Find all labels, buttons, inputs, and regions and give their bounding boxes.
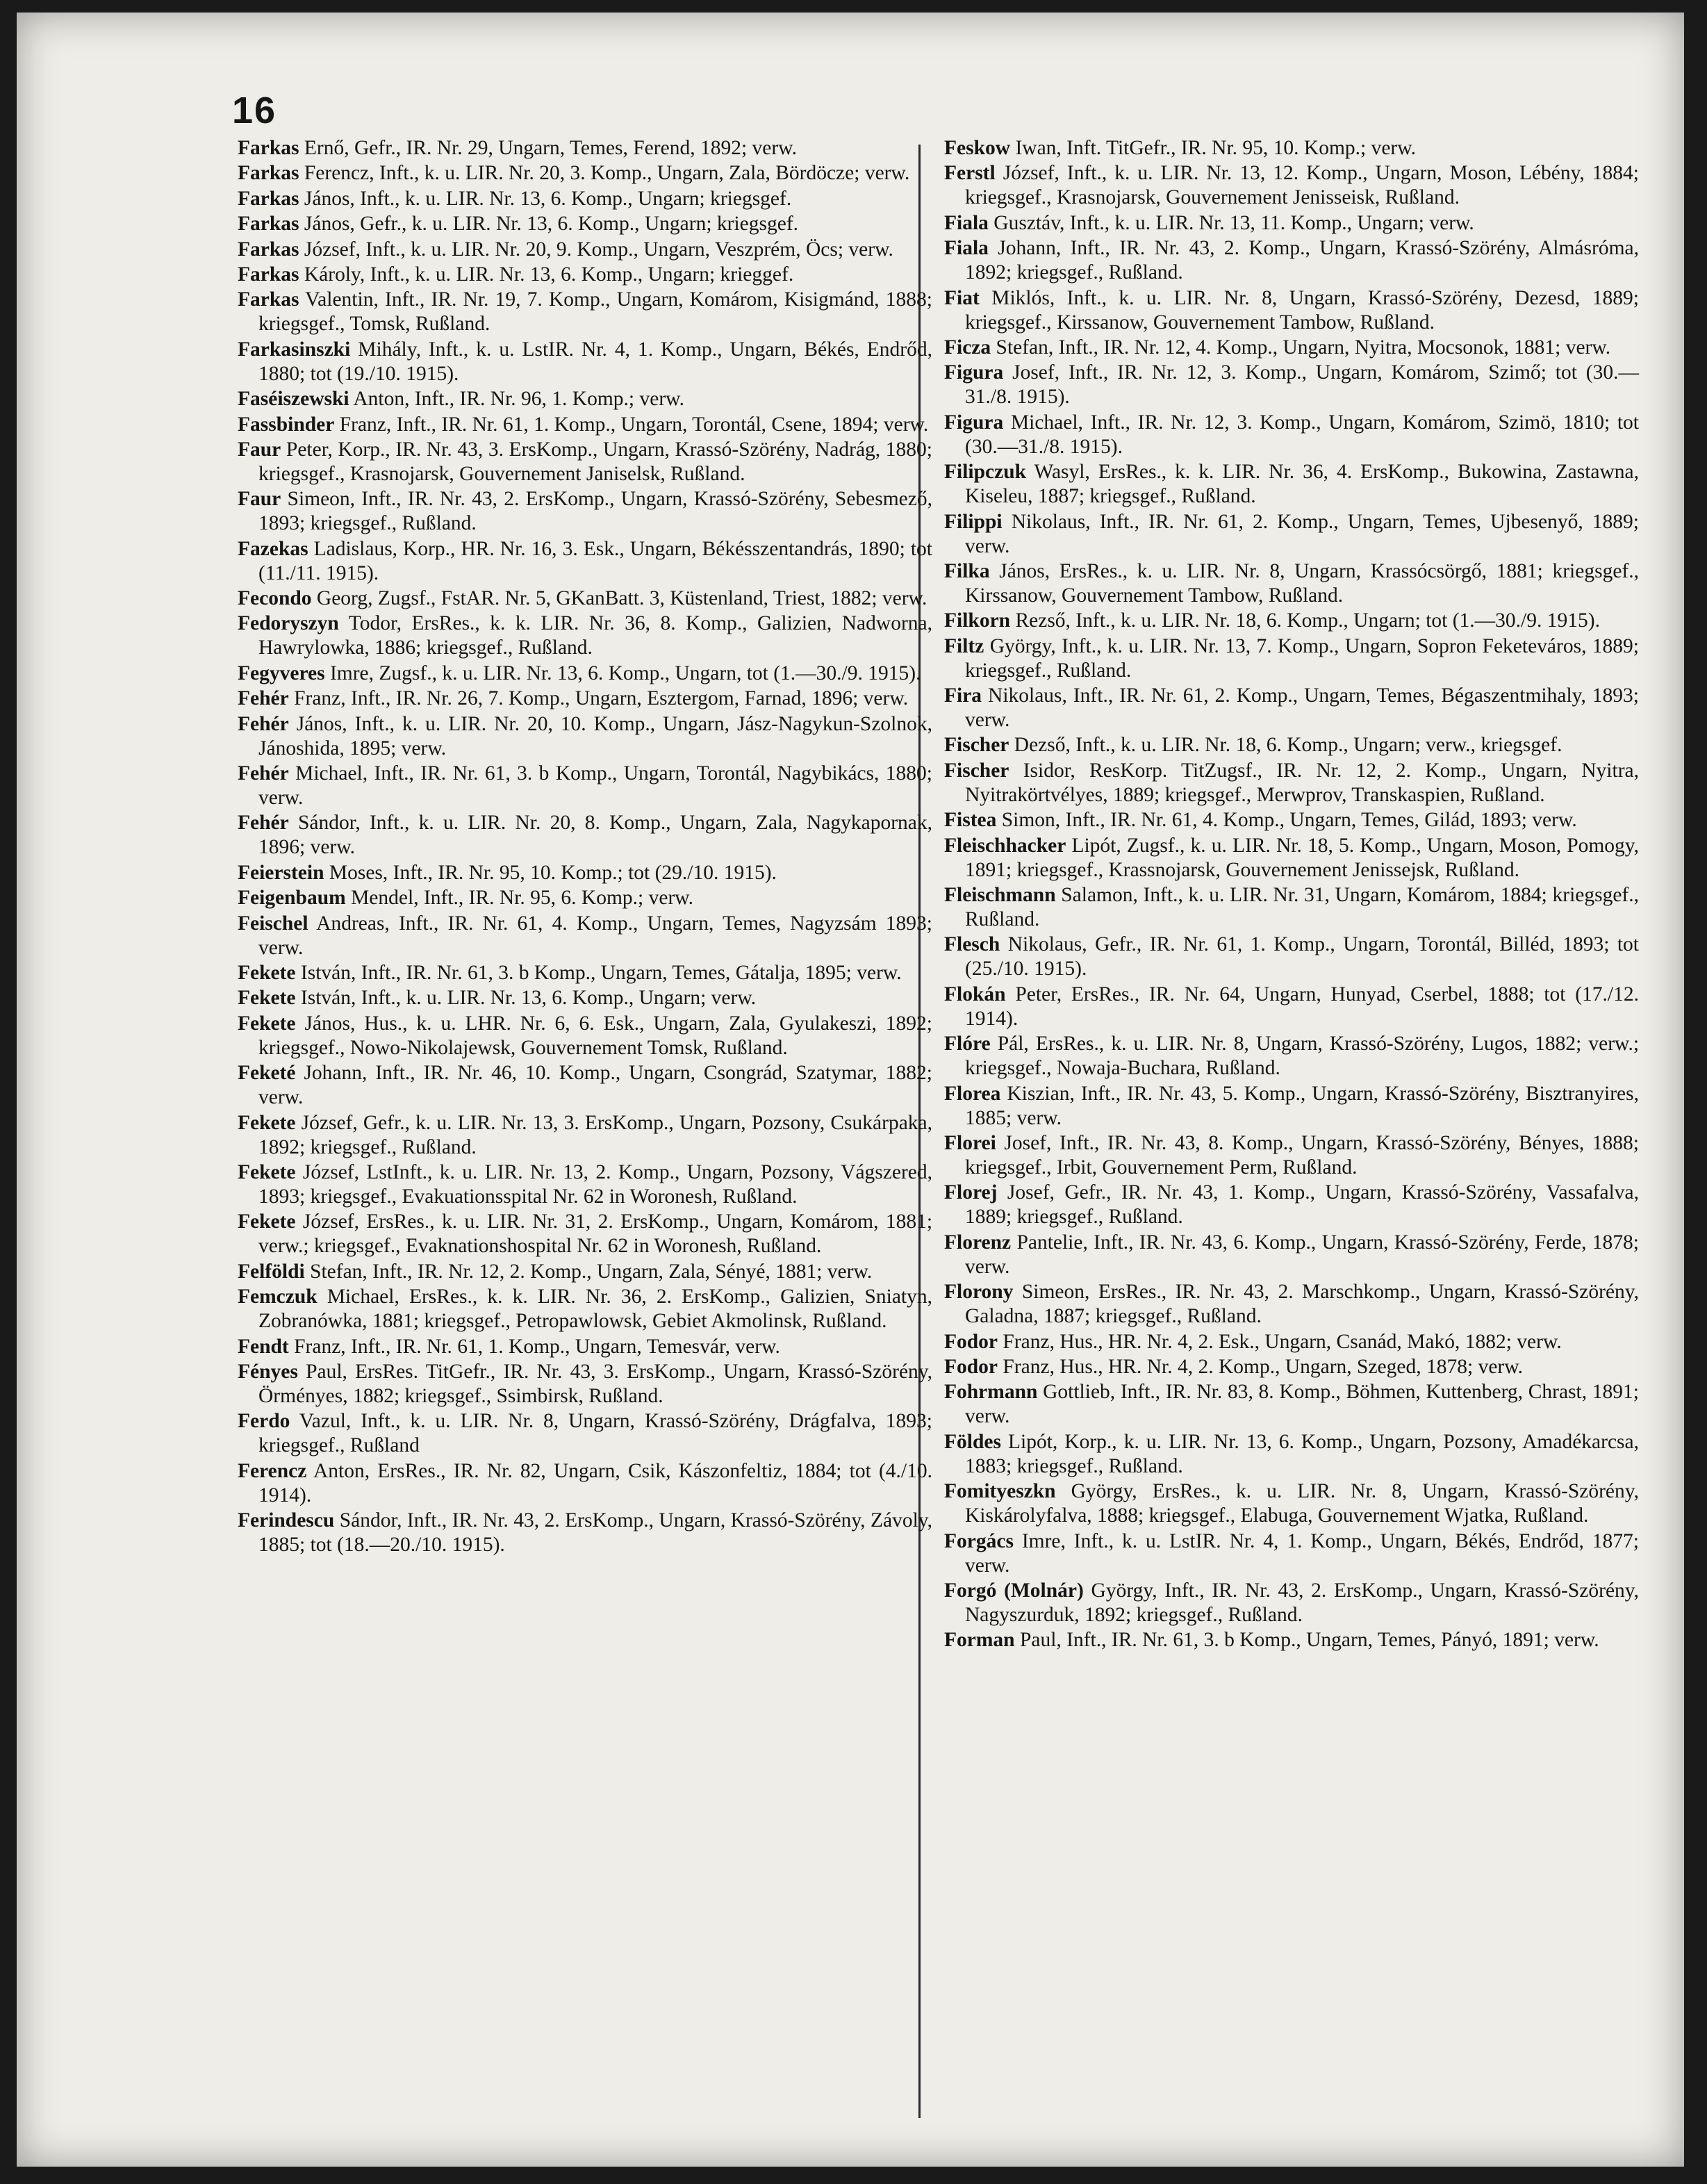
entry-surname: Fényes	[238, 1360, 298, 1383]
entry-surname: Fiala	[944, 237, 989, 260]
entry-surname: Florej	[944, 1181, 998, 1204]
register-entry	[944, 759, 1639, 807]
register-entry	[944, 336, 1639, 360]
entry-surname: Flóre	[944, 1033, 991, 1056]
entry-surname: Fodor	[944, 1355, 998, 1378]
entry-details: Franz, Hus., HR. Nr. 4, 2. Komp., Ungarn, Szeged, 1878; verw.	[1003, 1355, 1523, 1378]
entry-surname: Faur	[238, 438, 281, 461]
entry-surname: Fassbinder	[238, 413, 335, 436]
register-entry	[944, 1181, 1639, 1229]
entry-surname: Fistea	[944, 809, 997, 832]
entry-details: Franz, Inft., IR. Nr. 61, 1. Komp., Ungarn, Torontál, Csene, 1894; verw.	[339, 413, 929, 436]
entry-details: Nikolaus, Inft., IR. Nr. 61, 2. Komp., Ungarn, Temes, Ujbesenyő, 1889; verw.	[965, 510, 1640, 557]
entry-details: Isidor, ResKorp. TitZugsf., IR. Nr. 12, 2. Komp., Ungarn, Nyitra, Nyitrakörtvélyes, 1889; kriegsgef., Merwprov, Transkaspien, Rußland.	[965, 759, 1639, 806]
register-entry	[944, 510, 1639, 559]
register-entry	[238, 1285, 932, 1333]
register-entry	[238, 338, 932, 386]
register-entry	[944, 834, 1639, 882]
entry-surname: Farkas	[238, 187, 299, 210]
entry-surname: Farkas	[238, 213, 299, 236]
entry-details: Josef, Gefr., IR. Nr. 43, 1. Komp., Ungarn, Krassó-Szörény, Vassafalva, 1889; kriegsgef., Rußland.	[965, 1181, 1640, 1229]
entry-surname: Florony	[944, 1281, 1014, 1304]
entry-surname: Fekete	[238, 1210, 296, 1233]
entry-surname: Forman	[944, 1629, 1015, 1652]
entry-surname: Farkas	[238, 137, 299, 159]
entry-surname: Feigenbaum	[238, 887, 346, 910]
register-entry	[944, 361, 1639, 409]
register-entry	[944, 460, 1639, 509]
entry-surname: Fehér	[238, 812, 289, 835]
entry-details: Ferencz, Inft., k. u. LIR. Nr. 20, 3. Komp., Ungarn, Zala, Bördöcze; verw.	[304, 162, 910, 185]
register-entry	[944, 559, 1639, 608]
register-entry	[238, 537, 932, 586]
register-entry	[238, 212, 932, 236]
entry-surname: Farkasinszki	[238, 338, 351, 361]
entry-details: József, Inft., k. u. LIR. Nr. 20, 9. Komp., Ungarn, Veszprém, Öcs; verw.	[304, 238, 893, 261]
register-entry	[238, 586, 932, 611]
entry-surname: Feischel	[238, 912, 308, 935]
register-entry	[238, 1012, 932, 1060]
entry-details: Valentin, Inft., IR. Nr. 19, 7. Komp., Ungarn, Komárom, Kisigmánd, 1888; kriegsgef., Tomsk, Rußland.	[258, 288, 932, 336]
entry-details: Michael, ErsRes., k. k. LIR. Nr. 36, 2. ErsKomp., Galizien, Sniatyn, Zobranówka, 1881; kriegsgef., Petropawlowsk, Gebiet Akmolinsk, Rußland.	[258, 1286, 933, 1333]
register-entry	[944, 609, 1639, 633]
register-entry	[238, 861, 932, 885]
entry-surname: Flesch	[944, 933, 1000, 956]
entry-surname: Fekete	[238, 1012, 296, 1035]
entry-details: Dezső, Inft., k. u. LIR. Nr. 18, 6. Komp., Ungarn; verw., kriegsgef.	[1014, 734, 1562, 757]
register-entry	[944, 286, 1639, 335]
entry-details: Gusztáv, Inft., k. u. LIR. Nr. 13, 11. Komp., Ungarn; verw.	[993, 211, 1474, 234]
register-entry	[238, 961, 932, 985]
entry-details: Pál, ErsRes., k. u. LIR. Nr. 8, Ungarn, Krassó-Szörény, Lugos, 1882; verw.; kriegsgef., Nowaja-Buchara, Rußland.	[965, 1033, 1640, 1080]
entry-details: Ernő, Gefr., IR. Nr. 29, Ungarn, Temes, Ferend, 1892; verw.	[304, 137, 797, 159]
left-column	[238, 136, 932, 1558]
entry-details: Franz, Inft., IR. Nr. 61, 1. Komp., Ungarn, Temesvár, verw.	[294, 1335, 780, 1358]
register-entry	[944, 1330, 1639, 1354]
entry-details: Salamon, Inft., k. u. LIR. Nr. 31, Ungarn, Komárom, 1884; kriegsgef., Rußland.	[965, 884, 1640, 931]
entry-details: József, LstInft., k. u. LIR. Nr. 13, 2. Komp., Ungarn, Pozsony, Vágszered, 1893; kriegsgef., Evakuationsspital Nr. 62 in Woronesh, Rußland.	[258, 1160, 933, 1208]
entry-details: Todor, ErsRes., k. k. LIR. Nr. 36, 8. Komp., Galizien, Nadworna, Hawrylowka, 1886; kriegsgef., Rußland.	[258, 612, 932, 659]
entry-details: Kiszian, Inft., IR. Nr. 43, 5. Komp., Ungarn, Krassó-Szörény, Bisztranyires, 1885; verw.	[965, 1082, 1640, 1129]
entry-details: Stefan, Inft., IR. Nr. 12, 2. Komp., Ungarn, Zala, Sényé, 1881; verw.	[310, 1260, 873, 1283]
entry-details: Rezső, Inft., k. u. LIR. Nr. 18, 6. Komp., Ungarn; tot (1.—30./9. 1915).	[1015, 609, 1600, 632]
entry-details: Gottlieb, Inft., IR. Nr. 83, 8. Komp., Böhmen, Kuttenberg, Chrast, 1891; verw.	[965, 1381, 1640, 1428]
register-entry	[944, 1131, 1639, 1180]
entry-surname: Farkas	[238, 238, 299, 261]
entry-surname: Fischer	[944, 759, 1009, 782]
entry-details: Franz, Hus., HR. Nr. 4, 2. Esk., Ungarn, Csanád, Makó, 1882; verw.	[1003, 1330, 1562, 1353]
register-entry	[238, 1210, 932, 1258]
entry-surname: Filkorn	[944, 609, 1011, 632]
register-entry	[238, 811, 932, 860]
entry-details: József, Gefr., k. u. LIR. Nr. 13, 3. ErsKomp., Ungarn, Pozsony, Csukárpaka, 1892; kriegsgef., Rußland.	[258, 1111, 933, 1158]
entry-details: Mendel, Inft., IR. Nr. 95, 6. Komp.; verw.	[351, 887, 694, 910]
entry-surname: Feketé	[238, 1062, 296, 1085]
entry-details: Simon, Inft., IR. Nr. 61, 4. Komp., Ungarn, Temes, Gilád, 1893; verw.	[1001, 809, 1577, 832]
entry-surname: Felföldi	[238, 1260, 305, 1283]
entry-details: Sándor, Inft., k. u. LIR. Nr. 20, 8. Komp., Ungarn, Zala, Nagykapornak, 1896; verw.	[258, 812, 932, 859]
entry-surname: Faséiszewski	[238, 388, 349, 411]
entry-surname: Fecondo	[238, 587, 312, 610]
entry-details: Miklós, Inft., k. u. LIR. Nr. 8, Ungarn, Krassó-Szörény, Dezesd, 1889; kriegsgef., Kirssanow, Gouvernement Tambow, Rußland.	[965, 286, 1639, 334]
register-entry	[238, 886, 932, 910]
entry-surname: Fehér	[238, 712, 289, 735]
entry-surname: Fehér	[238, 687, 289, 710]
entry-details: Ladislaus, Korp., HR. Nr. 16, 3. Esk., Ungarn, Békésszentandrás, 1890; tot (11./11. 1915).	[258, 537, 932, 584]
entry-details: János, Hus., k. u. LHR. Nr. 6, 6. Esk., Ungarn, Zala, Gyulakeszi, 1892; kriegsgef., Nowo-Nikolajewsk, Gouvernement Tomsk, Rußland.	[258, 1012, 933, 1059]
entry-details: István, Inft., IR. Nr. 61, 3. b Komp., Ungarn, Temes, Gátalja, 1895; verw.	[300, 961, 902, 984]
entry-details: Josef, Inft., IR. Nr. 12, 3. Komp., Ungarn, Komárom, Szimő; tot (30.—31./8. 1915).	[965, 361, 1639, 409]
entry-surname: Ferencz	[238, 1459, 307, 1482]
entry-details: Johann, Inft., IR. Nr. 43, 2. Komp., Ungarn, Krassó-Szörény, Almásróma, 1892; kriegsgef., Rußland.	[965, 237, 1639, 284]
entry-surname: Ficza	[944, 336, 991, 359]
entry-details: Franz, Inft., IR. Nr. 26, 7. Komp., Ungarn, Esztergom, Farnad, 1896; verw.	[294, 687, 909, 710]
entry-surname: Farkas	[238, 288, 299, 311]
entry-surname: Flokán	[944, 983, 1006, 1005]
register-entry	[944, 808, 1639, 832]
entry-surname: Farkas	[238, 162, 299, 185]
entry-surname: Fekete	[238, 1111, 296, 1134]
entry-surname: Feierstein	[238, 861, 324, 884]
register-entry	[238, 1360, 932, 1409]
entry-surname: Feskow	[944, 137, 1011, 159]
register-entry	[238, 238, 932, 262]
register-entry	[944, 1355, 1639, 1379]
register-entry	[944, 1082, 1639, 1131]
entry-details: Johann, Inft., IR. Nr. 46, 10. Komp., Ungarn, Csongrád, Szatymar, 1882; verw.	[258, 1062, 932, 1109]
entry-surname: Fekete	[238, 961, 296, 984]
register-entry	[944, 983, 1639, 1031]
page-number: 16	[232, 90, 277, 131]
register-entry	[238, 1260, 932, 1284]
entry-details: Anton, ErsRes., IR. Nr. 82, Ungarn, Csik, Kászonfeltiz, 1884; tot (4./10. 1914).	[258, 1459, 932, 1506]
entry-surname: Ferindescu	[238, 1509, 335, 1532]
entry-surname: Forgács	[944, 1529, 1014, 1552]
entry-details: Sándor, Inft., IR. Nr. 43, 2. ErsKomp., Ungarn, Krassó-Szörény, Závoly, 1885; tot (18.—20./10. 1915).	[258, 1509, 933, 1557]
entry-surname: Fleischhacker	[944, 834, 1066, 857]
entry-surname: Földes	[944, 1430, 1001, 1453]
entry-details: Simeon, Inft., IR. Nr. 43, 2. ErsKomp., Ungarn, Krassó-Szörény, Sebesmező, 1893; kriegsgef., Rußland.	[258, 488, 932, 535]
entry-surname: Faur	[238, 488, 281, 511]
entry-details: Simeon, ErsRes., IR. Nr. 43, 2. Marschkomp., Ungarn, Krassó-Szörény, Galadna, 1887; kriegsgef., Rußland.	[965, 1281, 1639, 1328]
entry-details: István, Inft., k. u. LIR. Nr. 13, 6. Komp., Ungarn; verw.	[300, 987, 757, 1010]
register-entry	[944, 1628, 1639, 1652]
right-column	[944, 136, 1639, 1654]
entry-surname: Ferdo	[238, 1410, 290, 1433]
entry-surname: Florenz	[944, 1231, 1012, 1254]
register-entry	[238, 986, 932, 1010]
entry-surname: Fegyveres	[238, 662, 325, 684]
entry-surname: Fira	[944, 684, 982, 707]
entry-details: Josef, Inft., IR. Nr. 43, 8. Komp., Ungarn, Krassó-Szörény, Bényes, 1888; kriegsgef., Irbit, Gouvernement Perm, Rußland.	[965, 1131, 1639, 1179]
entry-details: Moses, Inft., IR. Nr. 95, 10. Komp.; tot (29./10. 1915).	[329, 861, 777, 884]
register-entry	[238, 1509, 932, 1557]
register-entry	[944, 1231, 1639, 1279]
register-entry	[944, 1032, 1639, 1081]
entry-details: Paul, ErsRes. TitGefr., IR. Nr. 43, 3. ErsKomp., Ungarn, Krassó-Szörény, Örményes, 1882; kriegsgef., Ssimbirsk, Rußland.	[258, 1360, 932, 1407]
register-entry	[238, 161, 932, 186]
entry-surname: Filipczuk	[944, 461, 1027, 484]
entry-details: Iwan, Inft. TitGefr., IR. Nr. 95, 10. Komp.; verw.	[1015, 137, 1417, 159]
entry-details: János, Inft., k. u. LIR. Nr. 13, 6. Komp., Ungarn; kriegsgef.	[304, 187, 792, 210]
register-entry	[944, 1529, 1639, 1578]
register-entry	[238, 912, 932, 960]
entry-details: Michael, Inft., IR. Nr. 61, 3. b Komp., Ungarn, Torontál, Nagybikács, 1880; verw.	[258, 762, 932, 810]
register-entry	[238, 487, 932, 536]
entry-details: János, Inft., k. u. LIR. Nr. 20, 10. Komp., Ungarn, Jász-Nagykun-Szolnok, Jánoshida, 1895; verw.	[258, 712, 933, 760]
entry-details: Michael, Inft., IR. Nr. 12, 3. Komp., Ungarn, Komárom, Szimö, 1810; tot (30.—31./8. 1915).	[965, 411, 1640, 458]
entry-surname: Fekete	[238, 987, 296, 1010]
entry-surname: Figura	[944, 361, 1004, 384]
entry-details: Georg, Zugsf., FstAR. Nr. 5, GKanBatt. 3, Küstenland, Triest, 1882; verw.	[316, 587, 927, 610]
register-entry	[944, 883, 1639, 932]
entry-surname: Florea	[944, 1082, 1001, 1105]
register-entry	[944, 684, 1639, 732]
entry-surname: Forgó (Molnár)	[944, 1579, 1084, 1602]
entry-details: Károly, Inft., k. u. LIR. Nr. 13, 6. Komp., Ungarn; krieggef.	[304, 263, 794, 286]
entry-surname: Fendt	[238, 1335, 289, 1358]
entry-details: Vazul, Inft., k. u. LIR. Nr. 8, Ungarn, Krassó-Szörény, Drágfalva, 1893; kriegsgef., Rußland	[258, 1410, 932, 1457]
register-entry	[238, 1459, 932, 1508]
register-entry	[944, 211, 1639, 236]
entry-details: György, Inft., k. u. LIR. Nr. 13, 7. Komp., Ungarn, Sopron Feketeváros, 1889; kriegsgef., Rußland.	[965, 634, 1639, 682]
entry-surname: Florei	[944, 1131, 996, 1154]
register-entry	[238, 1111, 932, 1160]
register-entry	[944, 236, 1639, 285]
register-entry	[944, 136, 1639, 161]
entry-details: Paul, Inft., IR. Nr. 61, 3. b Komp., Ungarn, Temes, Pányó, 1891; verw.	[1019, 1629, 1599, 1652]
entry-details: Imre, Zugsf., k. u. LIR. Nr. 13, 6. Komp., Ungarn, tot (1.—30./9. 1915).	[329, 662, 921, 684]
register-entry	[944, 1280, 1639, 1329]
entry-surname: Filka	[944, 559, 990, 582]
register-entry	[944, 1479, 1639, 1528]
entry-surname: Figura	[944, 411, 1004, 434]
entry-surname: Fedoryszyn	[238, 612, 339, 635]
register-entry	[238, 1409, 932, 1458]
register-entry	[238, 136, 932, 161]
entry-surname: Femczuk	[238, 1286, 318, 1308]
entry-surname: Farkas	[238, 263, 299, 286]
entry-surname: Filtz	[944, 634, 984, 657]
entry-surname: Fodor	[944, 1330, 998, 1353]
register-entry	[238, 611, 932, 660]
entry-surname: Ferstl	[944, 162, 996, 185]
register-entry	[944, 733, 1639, 757]
entry-surname: Fomityeszkn	[944, 1480, 1056, 1503]
register-entry	[944, 1579, 1639, 1627]
register-entry	[944, 634, 1639, 683]
entry-details: Mihály, Inft., k. u. LstIR. Nr. 4, 1. Komp., Ungarn, Békés, Endrőd, 1880; tot (19./10. 1915).	[258, 338, 933, 385]
register-entry	[238, 1061, 932, 1110]
entry-details: Imre, Inft., k. u. LstIR. Nr. 4, 1. Komp., Ungarn, Békés, Endrőd, 1877; verw.	[965, 1529, 1639, 1577]
entry-details: József, ErsRes., k. u. LIR. Nr. 31, 2. ErsKomp., Ungarn, Komárom, 1881; verw.; kriegsgef., Evaknationshospital Nr. 62 in Woronesh, Rußland.	[258, 1210, 933, 1258]
entry-details: József, Inft., k. u. LIR. Nr. 13, 12. Komp., Ungarn, Moson, Lébény, 1884; kriegsgef., Krasnojarsk, Gouvernement Jenisseisk, Rußland.	[965, 162, 1639, 209]
entry-details: Wasyl, ErsRes., k. k. LIR. Nr. 36, 4. ErsKomp., Bukowina, Zastawna, Kiseleu, 1887; kriegsgef., Rußland.	[965, 461, 1640, 508]
register-entry	[238, 387, 932, 411]
register-entry	[238, 413, 932, 437]
register-entry	[238, 187, 932, 211]
register-entry	[238, 687, 932, 711]
entry-surname: Fazekas	[238, 537, 308, 560]
entry-surname: Fekete	[238, 1160, 296, 1183]
entry-details: Pantelie, Inft., IR. Nr. 43, 6. Komp., Ungarn, Krassó-Szörény, Ferde, 1878; verw.	[965, 1231, 1639, 1278]
entry-details: Anton, Inft., IR. Nr. 96, 1. Komp.; verw.	[353, 388, 684, 411]
entry-details: Stefan, Inft., IR. Nr. 12, 4. Komp., Ungarn, Nyitra, Mocsonok, 1881; verw.	[996, 336, 1611, 359]
register-entry	[944, 1380, 1639, 1429]
entry-details: Lipót, Zugsf., k. u. LIR. Nr. 18, 5. Komp., Ungarn, Moson, Pomogy, 1891; kriegsgef., Krassnojarsk, Gouvernement Jenissejsk, Rußland.	[965, 834, 1640, 881]
entry-details: Lipót, Korp., k. u. LIR. Nr. 13, 6. Komp., Ungarn, Pozsony, Amadékarcsa, 1883; kriegsgef., Rußland.	[965, 1430, 1639, 1477]
entry-details: János, Gefr., k. u. LIR. Nr. 13, 6. Komp., Ungarn; kriegsgef.	[304, 213, 799, 236]
document-page	[17, 13, 1684, 2167]
register-entry	[238, 662, 932, 686]
entry-surname: Filippi	[944, 510, 1003, 533]
entry-surname: Fiat	[944, 286, 980, 309]
register-entry	[238, 1335, 932, 1359]
entry-surname: Fiala	[944, 211, 989, 234]
entry-details: Nikolaus, Gefr., IR. Nr. 61, 1. Komp., Ungarn, Torontál, Billéd, 1893; tot (25./10. 1915).	[965, 933, 1640, 980]
entry-details: Peter, ErsRes., IR. Nr. 64, Ungarn, Hunyad, Cserbel, 1888; tot (17./12. 1914).	[965, 983, 1639, 1030]
register-entry	[238, 712, 932, 761]
entry-details: György, ErsRes., k. u. LIR. Nr. 8, Ungarn, Krassó-Szörény, Kiskárolyfalva, 1888; kriegsgef., Elabuga, Gouvernement Wjatka, Rußland.	[965, 1480, 1639, 1527]
entry-surname: Fleischmann	[944, 884, 1056, 907]
register-entry	[944, 161, 1639, 210]
entry-details: Andreas, Inft., IR. Nr. 61, 4. Komp., Ungarn, Temes, Nagyzsám 1893; verw.	[258, 912, 933, 959]
entry-surname: Fischer	[944, 734, 1009, 757]
register-entry	[944, 933, 1639, 981]
register-entry	[238, 438, 932, 486]
entry-details: György, Inft., IR. Nr. 43, 2. ErsKomp., Ungarn, Krassó-Szörény, Nagyszurduk, 1892; kriegsgef., Rußland.	[965, 1579, 1640, 1626]
entry-surname: Fehér	[238, 762, 289, 785]
register-entry	[238, 762, 932, 810]
register-entry	[944, 411, 1639, 459]
entry-surname: Fohrmann	[944, 1381, 1038, 1404]
entry-details: Peter, Korp., IR. Nr. 43, 3. ErsKomp., Ungarn, Krassó-Szörény, Nadrág, 1880; kriegsgef., Krasnojarsk, Gouvernement Janiselsk, Rußland.	[258, 438, 933, 485]
register-entry	[238, 288, 932, 336]
register-entry	[944, 1430, 1639, 1479]
register-entry	[238, 1160, 932, 1209]
entry-details: János, ErsRes., k. u. LIR. Nr. 8, Ungarn, Krassócsörgő, 1881; kriegsgef., Kirssanow, Gouvernement Tambow, Rußland.	[965, 559, 1639, 607]
register-entry	[238, 263, 932, 287]
entry-details: Nikolaus, Inft., IR. Nr. 61, 2. Komp., Ungarn, Temes, Bégaszentmihaly, 1893; verw.	[965, 684, 1639, 732]
